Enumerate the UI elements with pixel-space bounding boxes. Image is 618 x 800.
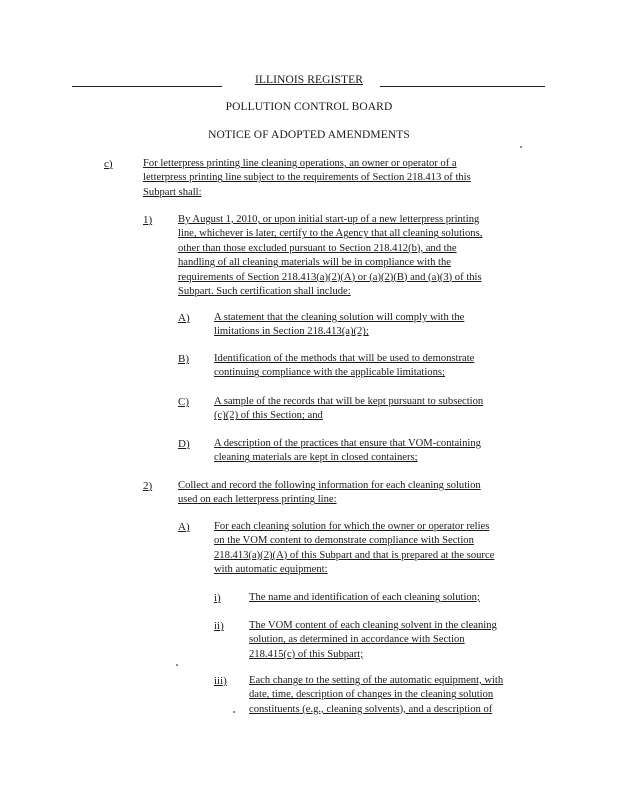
notice-title: NOTICE OF ADOPTED AMENDMENTS	[208, 129, 410, 141]
text-line: letterpress printing line subject to the requirements of Section 218.413 of this	[143, 172, 471, 184]
text-line: A sample of the records that will be kept pursuant to subsection	[214, 396, 484, 407]
item-2a-iii-label: iii)	[214, 675, 227, 687]
item-2a-i-text	[249, 591, 529, 605]
text-line: A statement that the cleaning solution will comply with the	[214, 312, 465, 323]
text-line: continuing compliance with the applicable limitations;	[214, 367, 445, 379]
text-line: on the VOM content to demonstrate compliance with Section	[214, 535, 474, 547]
header-rule-left	[72, 86, 222, 87]
text-line: date, time, description of changes in the cleaning solution	[249, 689, 494, 701]
text-line: other than those excluded pursuant to Section 218.412(b), and the	[178, 242, 457, 254]
text-line: with automatic equipment:	[214, 564, 328, 576]
text-line: Subpart. Such certification shall include:	[178, 286, 351, 298]
text-line: solution, as determined in accordance with Section	[249, 634, 465, 646]
item-2a-iii-text	[249, 674, 529, 717]
item-2a-ii-text	[249, 619, 529, 662]
text-line: Collect and record the following information for each cleaning solution	[178, 480, 481, 491]
item-1b-text	[214, 352, 524, 381]
item-1-text	[178, 213, 528, 299]
item-2a-ii-label: ii)	[214, 620, 224, 632]
item-2a-text	[214, 520, 524, 578]
item-1a-text	[214, 311, 524, 340]
item-1d-text	[214, 437, 524, 466]
text-line: The VOM content of each cleaning solvent in the cleaning	[249, 620, 497, 631]
register-title: ILLINOIS REGISTER	[254, 74, 364, 86]
scan-speck	[520, 146, 522, 148]
text-line: constituents (e.g., cleaning solvents), and a description of	[249, 703, 493, 715]
section-c-text	[143, 157, 523, 200]
text-line: (c)(2) of this Section; and	[214, 410, 323, 422]
item-2a-i-label: i)	[214, 592, 221, 604]
scan-speck	[176, 664, 178, 666]
item-1d-label: D)	[178, 438, 190, 450]
item-1-label: 1)	[143, 214, 153, 226]
text-line: Subpart shall:	[143, 186, 202, 198]
text-line: cleaning materials are kept in closed containers;	[214, 452, 418, 464]
text-line: By August 1, 2010, or upon initial start-up of a new letterpress printing	[178, 214, 480, 225]
item-1c-text	[214, 395, 524, 424]
header-rule-right	[380, 86, 545, 87]
board-title: POLLUTION CONTROL BOARD	[225, 101, 393, 113]
item-1c-label: C)	[178, 396, 189, 408]
text-line: 218.415(c) of this Subpart;	[249, 648, 364, 660]
text-line: Each change to the setting of the automatic equipment, with	[249, 675, 504, 686]
text-line: 218.413(a)(2)(A) of this Subpart and that is prepared at the source	[214, 549, 495, 561]
text-line: The name and identification of each cleaning solution;	[249, 592, 480, 603]
text-line: For each cleaning solution for which the owner or operator relies	[214, 521, 490, 532]
item-1b-label: B)	[178, 353, 189, 365]
item-1a-label: A)	[178, 312, 190, 324]
text-line: handling of all cleaning materials will be in compliance with the	[178, 257, 452, 269]
text-line: used on each letterpress printing line:	[178, 494, 337, 506]
text-line: line, whichever is later, certify to the Agency that all cleaning solutions,	[178, 228, 483, 240]
scan-speck	[233, 711, 235, 713]
text-line: limitations in Section 218.413(a)(2);	[214, 326, 369, 338]
text-line: A description of the practices that ensure that VOM-containing	[214, 438, 481, 449]
text-line: For letterpress printing line cleaning operations, an owner or operator of a	[143, 158, 457, 169]
item-2-text	[178, 479, 528, 508]
text-line: Identification of the methods that will be used to demonstrate	[214, 353, 475, 364]
text-line: requirements of Section 218.413(a)(2)(A) or (a)(2)(B) and (a)(3) of this	[178, 271, 482, 283]
item-2a-label: A)	[178, 521, 190, 533]
section-c-label: c)	[104, 158, 113, 170]
item-2-label: 2)	[143, 480, 153, 492]
